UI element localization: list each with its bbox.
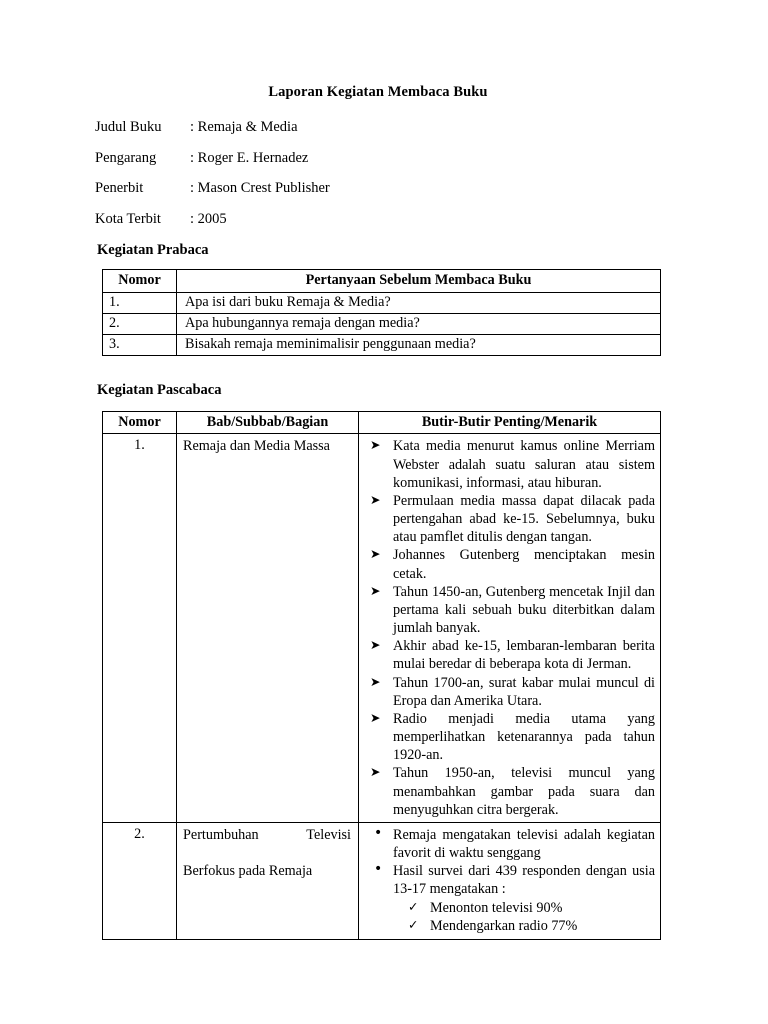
arrow-bullet-icon: ➤	[370, 582, 381, 598]
column-header-pertanyaan: Pertanyaan Sebelum Membaca Buku	[177, 270, 661, 293]
list-item-text: Remaja mengatakan televisi adalah kegiatan favorit di waktu senggang	[393, 826, 655, 862]
metadata-label: Kota Terbit	[95, 210, 161, 227]
arrow-bullet-icon: ➤	[370, 546, 381, 562]
list-item-text: Tahun 1450-an, Gutenberg mencetak Injil dan pertama kali sebuah buku diterbitkan dalam jumlah banyak.	[393, 583, 655, 637]
list-item	[362, 710, 655, 765]
metadata-value: : 2005	[190, 210, 227, 227]
list-item	[362, 899, 655, 918]
cell-nomor: 2.	[103, 314, 177, 335]
dot-bullet-icon: •	[374, 824, 383, 841]
column-header-bab: Bab/Subbab/Bagian	[177, 411, 359, 434]
check-bullet-icon: ✓	[408, 898, 419, 914]
table-header-row	[103, 411, 661, 434]
table-row	[103, 293, 661, 314]
butir-list	[362, 826, 655, 899]
list-item	[362, 437, 655, 492]
cell-butir-butir	[359, 822, 661, 939]
metadata-row-judul-buku	[95, 119, 661, 136]
list-item	[362, 674, 655, 710]
list-item-text: Menonton televisi 90%	[430, 899, 563, 916]
cell-nomor: 1.	[103, 293, 177, 314]
dot-bullet-icon: •	[374, 861, 383, 878]
metadata-value: : Roger E. Hernadez	[190, 149, 309, 166]
list-item-text: Johannes Gutenberg menciptakan mesin cetak.	[393, 547, 655, 582]
cell-bab-line-2: Berfokus pada Remaja	[183, 863, 313, 880]
list-item-text: Akhir abad ke-15, lembaran-lembaran berita mulai beredar di beberapa kota di Jerman.	[393, 638, 655, 673]
table-header-row	[103, 270, 661, 293]
arrow-bullet-icon: ➤	[370, 491, 381, 507]
metadata-label: Pengarang	[95, 149, 157, 166]
metadata-value: : Mason Crest Publisher	[190, 180, 330, 197]
cell-pertanyaan: Apa isi dari buku Remaja & Media?	[177, 293, 661, 314]
arrow-bullet-icon: ➤	[370, 437, 381, 453]
cell-bab	[177, 822, 359, 939]
list-item-text: Kata media menurut kamus online Merriam Webster adalah suatu saluran atau sistem komunikasi, informasi, atau hiburan.	[393, 438, 655, 491]
table-row	[103, 335, 661, 356]
metadata-label: Judul Buku	[95, 119, 162, 136]
list-item-text: Tahun 1700-an, surat kabar mulai muncul di Eropa dan Amerika Utara.	[393, 674, 655, 709]
cell-butir-butir	[359, 434, 661, 823]
metadata-row-pengarang	[95, 150, 661, 167]
book-metadata-list	[95, 119, 661, 228]
arrow-bullet-icon: ➤	[370, 637, 381, 653]
list-item-text: Mendengarkan radio 77%	[430, 918, 578, 935]
metadata-label: Penerbit	[95, 180, 144, 197]
pascabaca-table	[102, 411, 661, 941]
column-header-nomor: Nomor	[103, 411, 177, 434]
list-item-text: Hasil survei dari 439 responden dengan usia 13-17 mengatakan :	[393, 863, 655, 898]
cell-nomor: 2.	[103, 822, 177, 939]
list-item	[362, 492, 655, 547]
list-item-text: Radio menjadi media utama yang memperlihatkan ketenarannya pada tahun 1920-an.	[393, 710, 655, 764]
section-heading-pascabaca: Kegiatan Pascabaca	[97, 382, 222, 399]
list-item	[362, 917, 655, 936]
cell-pertanyaan: Apa hubungannya remaja dengan media?	[177, 314, 661, 335]
list-item	[362, 764, 655, 819]
cell-pertanyaan: Bisakah remaja meminimalisir penggunaan media?	[177, 335, 661, 356]
section-heading-prabaca: Kegiatan Prabaca	[97, 241, 209, 258]
check-bullet-icon: ✓	[408, 917, 419, 933]
list-item	[362, 826, 655, 862]
metadata-row-penerbit	[95, 180, 661, 197]
arrow-bullet-icon: ➤	[370, 764, 381, 780]
page-title: Laporan Kegiatan Membaca Buku	[268, 84, 488, 100]
table-row	[103, 434, 661, 823]
cell-nomor: 3.	[103, 335, 177, 356]
prabaca-table	[102, 269, 661, 356]
butir-sub-list	[362, 899, 655, 936]
cell-bab: Remaja dan Media Massa	[177, 434, 359, 823]
list-item	[362, 583, 655, 638]
list-item	[362, 862, 655, 898]
butir-list	[362, 437, 655, 819]
arrow-bullet-icon: ➤	[370, 673, 381, 689]
column-header-nomor: Nomor	[103, 270, 177, 293]
column-header-butir: Butir-Butir Penting/Menarik	[359, 411, 661, 434]
table-row	[103, 314, 661, 335]
list-item-text: Permulaan media massa dapat dilacak pada pertengahan abad ke-15. Sebelumnya, buku atau pamflet ditulis dengan tangan.	[393, 492, 655, 546]
table-row	[103, 822, 661, 939]
list-item	[362, 637, 655, 673]
cell-nomor: 1.	[103, 434, 177, 823]
metadata-row-kota-terbit	[95, 211, 661, 228]
list-item-text: Tahun 1950-an, televisi muncul yang menambahkan gambar pada suara dan menyuguhkan citra bergerak.	[393, 765, 655, 818]
document-body	[95, 84, 661, 940]
arrow-bullet-icon: ➤	[370, 709, 381, 725]
list-item	[362, 546, 655, 582]
metadata-value: : Remaja & Media	[190, 119, 298, 136]
cell-bab-line-1: Pertumbuhan Televisi	[183, 826, 351, 843]
